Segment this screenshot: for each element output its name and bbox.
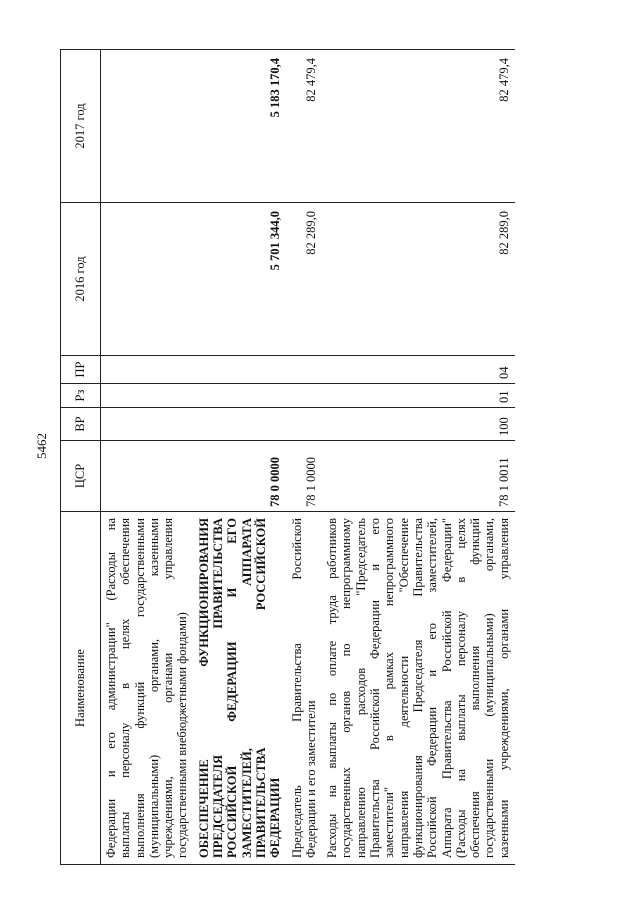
row-name-line: функционирования Председателя Правительства — [410, 518, 425, 858]
row-name-line: (Расходы на выплаты персоналу в целях — [453, 518, 468, 858]
table-row — [322, 50, 515, 865]
header-tsr: ЦСР — [61, 441, 101, 512]
row-name-line: Председатель Правительства Российской — [289, 518, 304, 858]
page-number: 5462 — [34, 433, 49, 459]
row-name-line: Российской Федерации и его заместителей, — [425, 518, 440, 858]
row-tsr — [101, 441, 194, 512]
row-amount-2017: 82 479,4 — [322, 50, 515, 203]
row-tsr: 78 1 0000 — [287, 441, 323, 512]
row-name-line: (муниципальными) органами, казенными — [146, 518, 161, 858]
table-row — [101, 50, 194, 865]
row-name-line: ПРЕДСЕДАТЕЛЯ ПРАВИТЕЛЬСТВА — [211, 518, 226, 858]
row-name-line: ОБЕСПЕЧЕНИЕ ФУНКЦИОНИРОВАНИЯ — [196, 518, 211, 858]
row-amount-2016: 82 289,0 — [287, 203, 323, 356]
row-pr — [287, 356, 323, 384]
row-pr: 04 — [322, 356, 515, 384]
row-amount-2017 — [101, 50, 194, 203]
row-name-line: Аппарата Правительства Российской Федерации" — [439, 518, 454, 858]
row-name-line: выполнения функций государственными — [132, 518, 147, 858]
row-name-line: ЗАМЕСТИТЕЛЕЙ, АППАРАТА — [239, 518, 254, 858]
row-vr — [287, 408, 323, 441]
budget-table-page — [60, 50, 585, 865]
row-name-line: РОССИЙСКОЙ ФЕДЕРАЦИИ И ЕГО — [225, 518, 240, 858]
header-name: Наименование — [61, 512, 101, 865]
table-row — [287, 50, 323, 865]
row-name-line: обеспечения выполнения функций — [468, 518, 483, 858]
row-amount-2017: 82 479,4 — [287, 50, 323, 203]
row-amount-2016 — [101, 203, 194, 356]
row-amount-2016: 82 289,0 — [322, 203, 515, 356]
row-rz — [194, 384, 287, 408]
row-name-line: ФЕДЕРАЦИИ — [268, 777, 283, 858]
header-vr: ВР — [61, 408, 101, 441]
row-name-line: Федерации и его администрации" (Расходы на — [104, 518, 118, 858]
row-name-line: выплаты персоналу в целях обеспечения — [118, 518, 133, 858]
row-name-line: Правительства Российской Федерации и его — [368, 518, 383, 858]
row-name-line: учреждениями, органами управления — [161, 518, 176, 858]
row-name-line: ПРАВИТЕЛЬСТВА РОССИЙСКОЙ — [253, 518, 268, 858]
row-name-line: Расходы на выплаты по оплате труда работников — [325, 518, 340, 858]
row-name — [101, 512, 194, 865]
table-row — [194, 50, 287, 865]
row-rz — [101, 384, 194, 408]
row-amount-2017: 5 183 170,4 — [194, 50, 287, 203]
table-header-row — [61, 50, 101, 865]
row-tsr: 78 0 0000 — [194, 441, 287, 512]
row-name — [322, 512, 515, 865]
header-rz: Рз — [61, 384, 101, 408]
row-tsr: 78 1 0011 — [322, 441, 515, 512]
header-2016: 2016 год — [61, 203, 101, 356]
row-rz: 01 — [322, 384, 515, 408]
row-name-line: государственных органов по непрограммному — [339, 518, 354, 858]
row-name-line: государственными внебюджетными фондами) — [175, 612, 190, 858]
row-rz — [287, 384, 323, 408]
row-vr — [101, 408, 194, 441]
header-2017: 2017 год — [61, 50, 101, 203]
row-pr — [101, 356, 194, 384]
row-name — [194, 512, 287, 865]
row-vr — [194, 408, 287, 441]
row-name-line: заместители" в рамках непрограммного — [382, 518, 397, 858]
row-name-line: государственными (муниципальными) органами, — [482, 518, 497, 858]
row-vr: 100 — [322, 408, 515, 441]
row-name-line: направления деятельности "Обеспечение — [396, 518, 411, 858]
header-pr: ПР — [61, 356, 101, 384]
row-name-line: направлению расходов "Председатель — [353, 518, 368, 858]
budget-table — [60, 49, 515, 865]
row-pr — [194, 356, 287, 384]
row-amount-2016: 5 701 344,0 — [194, 203, 287, 356]
row-name-line: Федерации и его заместители — [303, 700, 318, 858]
table-body — [101, 50, 516, 865]
row-name-line: казенными учреждениями, органами управления — [496, 518, 511, 858]
row-name — [287, 512, 323, 865]
